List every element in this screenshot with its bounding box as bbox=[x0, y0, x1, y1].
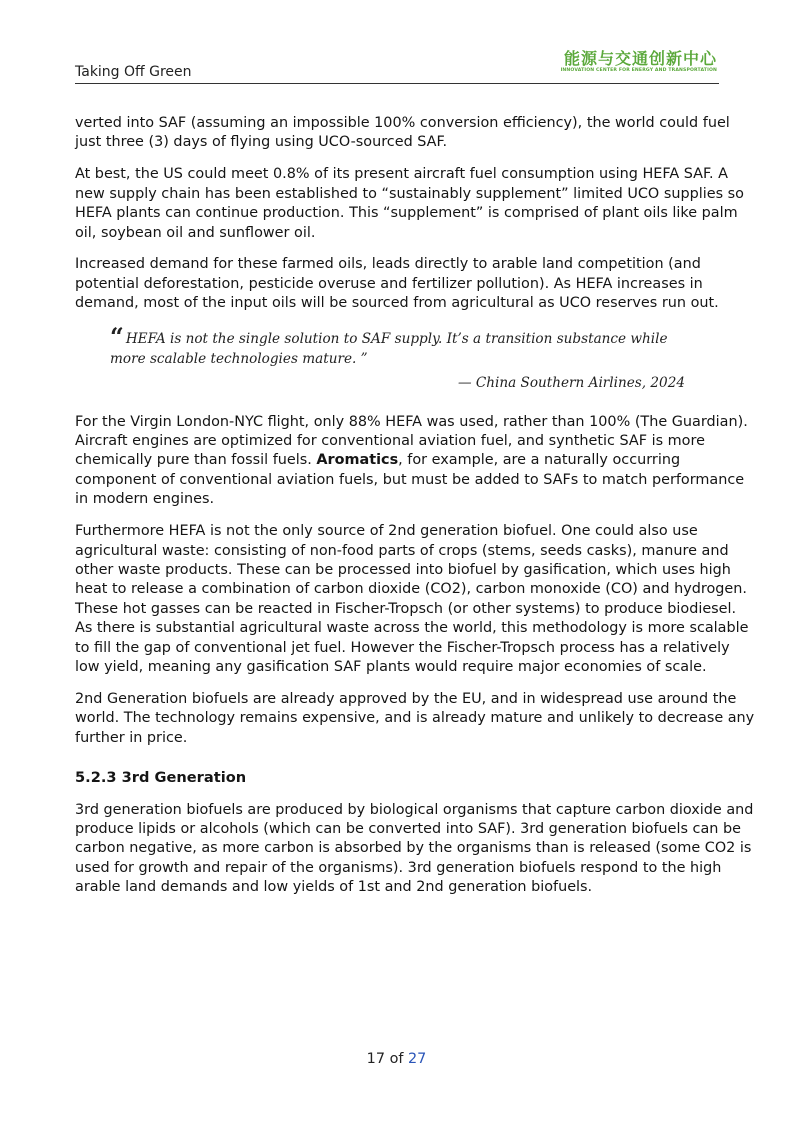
quote-attribution: — China Southern Airlines, 2024 bbox=[457, 374, 685, 391]
page-of-label: of bbox=[389, 1051, 404, 1067]
logo-chinese-text: 能源与交通创新中心 bbox=[563, 49, 717, 68]
page-footer bbox=[0, 1051, 793, 1067]
organization-logo bbox=[561, 50, 717, 73]
section-heading: 5.2.3 3rd Generation bbox=[75, 769, 247, 787]
quote-body bbox=[110, 321, 685, 369]
paragraph: 3rd generation biofuels are produced by biological organisms that capture carbon dioxide and produce lipids or alcohols (which can be converted into SAF). 3rd generation biofuels can be carbon negative, as more carbon is absorbed by the organisms than is released (some CO2 is used for growth and repair of the organisms). 3rd generation biofuels respond to the high arable land demands and low yields of 1st and 2nd generation biofuels. bbox=[75, 801, 754, 896]
paragraph: Increased demand for these farmed oils, leads directly to arable land competition (and potential deforestation, pesticide overuse and fertilizer pollution). As HEFA increases in demand, most of the input oils will be sourced from agricultural as UCO reserves run out. bbox=[75, 256, 719, 312]
paragraph-text: For the Virgin London-NYC flight, only 88% HEFA was used, rather than 100% (The Guardian). Aircraft engines are optimized for conventional aviation fuel, and synthetic SAF is more chemically pure than fossil fuels. bbox=[75, 413, 748, 469]
document-title: Taking Off Green bbox=[75, 64, 192, 80]
paragraph bbox=[75, 413, 755, 510]
paragraph: 2nd Generation biofuels are already approved by the EU, and in widespread use around the world. The technology remains expensive, and is already mature and unlikely to decrease any further in price. bbox=[75, 690, 755, 746]
paragraph: At best, the US could meet 0.8% of its present aircraft fuel consumption using HEFA SAF. A new supply chain has been established to “sustainably supplement” limited UCO supplies so HEFA plants can continue production. This “supplement” is comprised of plant oils like palm oil, soybean oil and sunflower oil. bbox=[75, 166, 744, 241]
logo-english-text: INNOVATION CENTER FOR ENERGY AND TRANSPORTATION bbox=[560, 68, 717, 73]
page-header bbox=[75, 48, 719, 84]
block-quote bbox=[110, 321, 685, 393]
paragraph: verted into SAF (assuming an impossible 100% conversion efficiency), the world could fuel just three (3) days of flying using UCO-sourced SAF. bbox=[75, 115, 730, 151]
quote-mark: “ bbox=[110, 321, 124, 351]
paragraph-text: , for example, are a naturally occurring component of conventional aviation fuels, but must be added to SAFs to match performance in modern engines. bbox=[75, 452, 745, 508]
page-content bbox=[75, 114, 755, 910]
quote-text: HEFA is not the single solution to SAF supply. It’s a transition substance while more scalable technologies mature. ” bbox=[110, 330, 668, 367]
page-number: 17 bbox=[366, 1051, 385, 1067]
bold-term: Aromatics bbox=[316, 452, 399, 469]
page-total-link[interactable]: 27 bbox=[408, 1051, 427, 1067]
paragraph: Furthermore HEFA is not the only source of 2nd generation biofuel. One could also use agricultural waste: consisting of non-food parts of crops (stems, seeds casks), manure and other waste products. These can be processed into biofuel by gasification, which uses high heat to release a combination of carbon dioxide (CO2), carbon monoxide (CO) and hydrogen. These hot gasses can be reacted in Fischer-Tropsch (or other systems) to produce biodiesel. As there is substantial agricultural waste across the world, this methodology is more scalable to fill the gap of conventional jet fuel. However the Fischer-Tropsch process has a relatively low yield, meaning any gasification SAF plants would require major economies of scale. bbox=[75, 523, 749, 676]
